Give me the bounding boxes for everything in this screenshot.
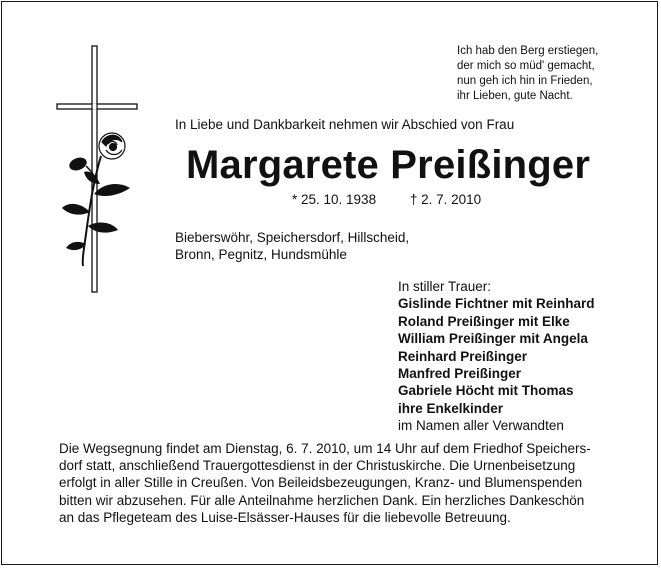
poem-line: Ich hab den Berg erstiegen, — [457, 45, 599, 57]
deceased-name: Margarete Preißinger — [186, 143, 591, 187]
mourner-name: Gislinde Fichtner mit Reinhard — [398, 296, 595, 312]
mourners-closing: im Namen aller Verwandten — [398, 418, 564, 434]
mourner-name: ihre Enkelkinder — [398, 400, 504, 416]
notice-line: an das Pflegeteam des Luise-Elsässer-Hauses für die liebevolle Betreuung. — [59, 509, 511, 525]
intro-text: In Liebe und Dankbarkeit nehmen wir Abschied von Frau — [175, 117, 515, 132]
funeral-notice — [59, 440, 619, 526]
death-date: † 2. 7. 2010 — [409, 192, 482, 207]
places — [175, 229, 409, 263]
notice-line: bitten wir abzusehen. Für alle Anteilnahme herzlichen Dank. Ein herzliches Dankeschön — [59, 492, 585, 508]
poem-line: nun geh ich hin in Frieden, — [457, 75, 593, 87]
mourners-heading: In stiller Trauer: — [398, 279, 492, 294]
mourner-name: Gabriele Höcht mit Thomas — [398, 383, 574, 399]
birth-date: * 25. 10. 1938 — [292, 192, 377, 207]
notice-line: Die Wegsegnung findet am Dienstag, 6. 7. 2010, um 14 Uhr auf dem Friedhof Speichers- — [59, 441, 591, 456]
mourner-name: Reinhard Preißinger — [398, 348, 528, 364]
life-dates — [292, 192, 481, 207]
mourner-name: Manfred Preißinger — [398, 366, 522, 382]
notice-line: dorf statt, anschließend Trauergottesdienst in der Christuskirche. Die Urnenbeisetzung — [59, 458, 576, 474]
mourner-name: William Preißinger mit Angela — [398, 331, 588, 347]
poem — [457, 44, 598, 104]
mourner-name: Roland Preißinger mit Elke — [398, 313, 570, 329]
cross-with-rose-icon — [56, 44, 138, 294]
places-line: Bronn, Pegnitz, Hundsmühle — [175, 247, 347, 262]
places-line: Bieberswöhr, Speichersdorf, Hillscheid, — [175, 230, 410, 245]
notice-line: erfolgt in aller Stille in Creußen. Von Beileidsbezeugungen, Kranz- und Blumenspenden — [59, 475, 583, 491]
poem-line: der mich so müd' gemacht, — [457, 60, 595, 72]
poem-line: ihr Lieben, gute Nacht. — [457, 90, 573, 102]
mourners — [398, 278, 595, 435]
